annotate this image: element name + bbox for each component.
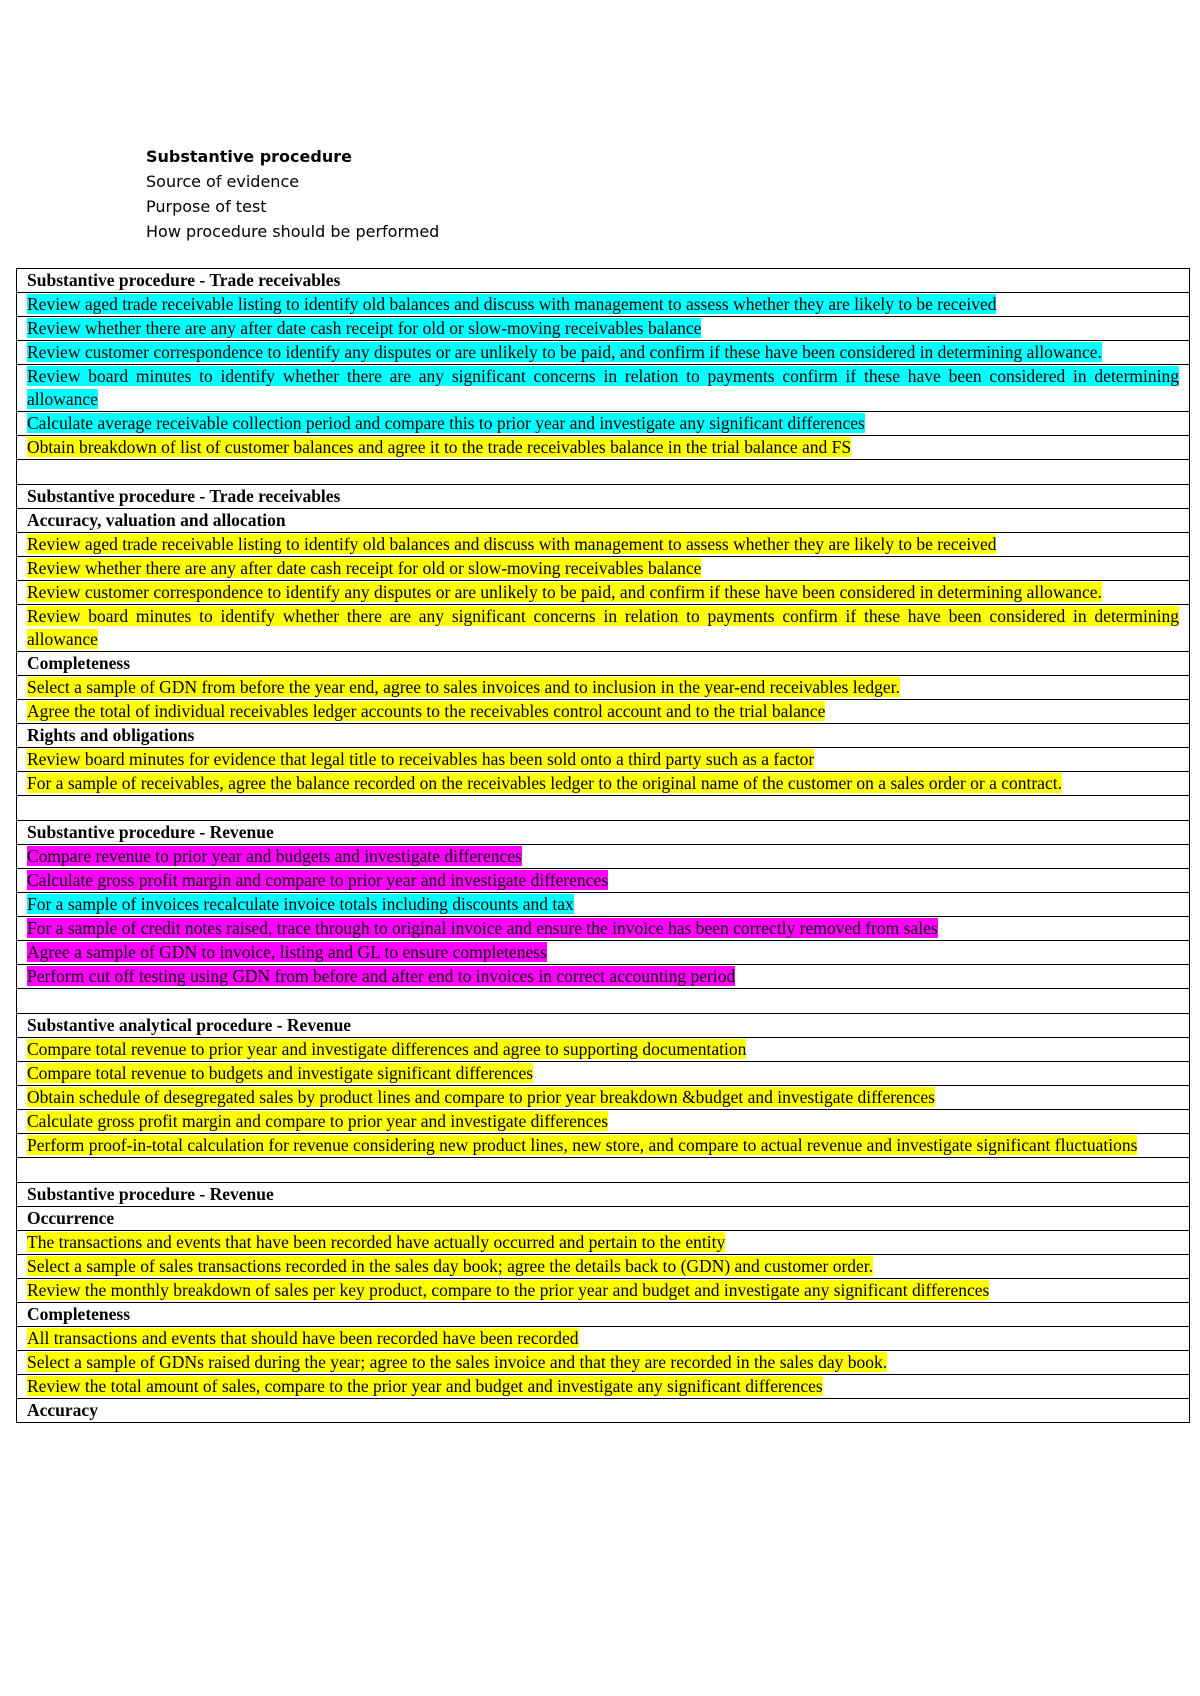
procedure-text-cyan: Review board minutes to identify whether there are any significant concerns in relation to payments confirm if these have been considered in determining allowance xyxy=(27,366,1179,409)
procedure-cell xyxy=(17,821,1190,845)
section-heading: Substantive procedure - Revenue xyxy=(27,1184,274,1204)
procedure-cell xyxy=(17,1399,1190,1423)
procedure-text-yellow: Review whether there are any after date cash receipt for old or slow-moving receivables balance xyxy=(27,558,702,578)
table-row xyxy=(17,1231,1190,1255)
section-heading: Rights and obligations xyxy=(27,725,195,745)
procedure-text-yellow: The transactions and events that have been recorded have actually occurred and pertain to the entity xyxy=(27,1232,726,1252)
table-row xyxy=(17,1327,1190,1351)
procedure-text-yellow: Perform proof-in-total calculation for revenue considering new product lines, new store, and compare to actual revenue and investigate significant fluctuations xyxy=(27,1135,1138,1155)
procedure-cell xyxy=(17,724,1190,748)
procedure-cell xyxy=(17,1375,1190,1399)
section-heading: Substantive procedure - Revenue xyxy=(27,822,274,842)
procedure-cell xyxy=(17,1303,1190,1327)
table-spacer-row xyxy=(17,1158,1190,1183)
procedure-cell xyxy=(17,533,1190,557)
procedure-text-yellow: Calculate gross profit margin and compare to prior year and investigate differences xyxy=(27,1111,609,1131)
table-row xyxy=(17,748,1190,772)
table-heading-row xyxy=(17,1207,1190,1231)
table-spacer-row xyxy=(17,460,1190,485)
procedure-cell xyxy=(17,1207,1190,1231)
table-spacer-row xyxy=(17,796,1190,821)
legend-item-purpose: Purpose of test xyxy=(146,197,267,216)
section-heading: Completeness xyxy=(27,653,131,673)
procedure-text-yellow: Review aged trade receivable listing to identify old balances and discuss with management to assess whether they are likely to be received xyxy=(27,534,997,554)
table-row xyxy=(17,845,1190,869)
procedure-text-cyan: Review whether there are any after date cash receipt for old or slow-moving receivables balance xyxy=(27,318,702,338)
section-heading: Occurrence xyxy=(27,1208,115,1228)
procedure-text-yellow: Compare total revenue to prior year and investigate differences and agree to supporting documentation xyxy=(27,1039,747,1059)
table-row xyxy=(17,341,1190,365)
table-row xyxy=(17,965,1190,989)
spacer-cell xyxy=(17,989,1190,1014)
spacer-cell xyxy=(17,796,1190,821)
procedure-text-cyan: Calculate average receivable collection period and compare this to prior year and investigate any significant differences xyxy=(27,413,865,433)
table-row xyxy=(17,893,1190,917)
section-heading: Substantive procedure - Trade receivables xyxy=(27,486,341,506)
table-row xyxy=(17,365,1190,412)
procedure-cell xyxy=(17,1255,1190,1279)
procedure-cell xyxy=(17,965,1190,989)
procedures-document xyxy=(16,268,1190,1423)
table-row xyxy=(17,917,1190,941)
procedure-cell xyxy=(17,700,1190,724)
procedure-cell xyxy=(17,845,1190,869)
procedure-cell xyxy=(17,509,1190,533)
table-row xyxy=(17,869,1190,893)
procedure-text-magenta: Perform cut off testing using GDN from before and after end to invoices in correct accounting period xyxy=(27,966,736,986)
procedure-cell xyxy=(17,1351,1190,1375)
spacer-cell xyxy=(17,1158,1190,1183)
procedure-cell xyxy=(17,772,1190,796)
table-row xyxy=(17,293,1190,317)
procedure-text-magenta: Agree a sample of GDN to invoice, listing and GL to ensure completeness xyxy=(27,942,547,962)
procedure-cell xyxy=(17,485,1190,509)
table-row xyxy=(17,557,1190,581)
procedure-cell xyxy=(17,1014,1190,1038)
procedure-cell xyxy=(17,1038,1190,1062)
section-heading: Accuracy, valuation and allocation xyxy=(27,510,286,530)
table-row xyxy=(17,605,1190,652)
table-row xyxy=(17,317,1190,341)
procedure-text-yellow: Review board minutes for evidence that legal title to receivables has been sold onto a third party such as a factor xyxy=(27,749,815,769)
legend-item-source: Source of evidence xyxy=(146,172,300,191)
procedure-cell xyxy=(17,1086,1190,1110)
procedure-text-magenta: Calculate gross profit margin and compare to prior year and investigate differences xyxy=(27,870,609,890)
procedure-cell xyxy=(17,893,1190,917)
legend xyxy=(146,144,439,244)
table-row xyxy=(17,1038,1190,1062)
procedure-cell xyxy=(17,1110,1190,1134)
table-row xyxy=(17,581,1190,605)
procedure-cell xyxy=(17,317,1190,341)
procedure-cell xyxy=(17,1231,1190,1255)
procedure-cell xyxy=(17,436,1190,460)
table-row xyxy=(17,412,1190,436)
table-row xyxy=(17,1086,1190,1110)
procedure-text-yellow: Agree the total of individual receivables ledger accounts to the receivables control account and to the trial balance xyxy=(27,701,826,721)
table-heading-row xyxy=(17,1399,1190,1423)
table-row xyxy=(17,1279,1190,1303)
procedure-cell xyxy=(17,748,1190,772)
procedure-cell xyxy=(17,557,1190,581)
procedure-cell xyxy=(17,412,1190,436)
procedure-text-magenta: For a sample of credit notes raised, trace through to original invoice and ensure the invoice has been correctly removed from sales xyxy=(27,918,938,938)
section-heading: Substantive procedure - Trade receivables xyxy=(27,270,341,290)
procedure-cell xyxy=(17,917,1190,941)
table-row xyxy=(17,1255,1190,1279)
table-heading-row xyxy=(17,1303,1190,1327)
table-heading-row xyxy=(17,821,1190,845)
procedure-text-cyan: Review aged trade receivable listing to identify old balances and discuss with management to assess whether they are likely to be received xyxy=(27,294,997,314)
table-heading-row xyxy=(17,1014,1190,1038)
procedure-text-yellow: Obtain breakdown of list of customer balances and agree it to the trade receivables balance in the trial balance and FS xyxy=(27,437,852,457)
table-row xyxy=(17,1110,1190,1134)
procedure-cell xyxy=(17,1134,1190,1158)
procedure-text-yellow: Obtain schedule of desegregated sales by product lines and compare to prior year breakdown &budget and investigate differences xyxy=(27,1087,935,1107)
procedure-cell xyxy=(17,941,1190,965)
procedure-text-yellow: Compare total revenue to budgets and investigate significant differences xyxy=(27,1063,534,1083)
procedure-cell xyxy=(17,1327,1190,1351)
table-row xyxy=(17,1062,1190,1086)
table-heading-row xyxy=(17,724,1190,748)
table-spacer-row xyxy=(17,989,1190,1014)
procedures-table xyxy=(16,268,1190,1423)
procedure-cell xyxy=(17,1062,1190,1086)
table-heading-row xyxy=(17,509,1190,533)
procedure-cell xyxy=(17,293,1190,317)
table-row xyxy=(17,941,1190,965)
section-heading: Substantive analytical procedure - Revenue xyxy=(27,1015,352,1035)
procedure-cell xyxy=(17,605,1190,652)
procedure-cell xyxy=(17,1279,1190,1303)
procedure-cell xyxy=(17,676,1190,700)
table-row xyxy=(17,772,1190,796)
procedure-cell xyxy=(17,1183,1190,1207)
procedure-cell xyxy=(17,581,1190,605)
table-row xyxy=(17,533,1190,557)
table-row xyxy=(17,436,1190,460)
spacer-cell xyxy=(17,460,1190,485)
table-heading-row xyxy=(17,485,1190,509)
legend-title: Substantive procedure xyxy=(146,147,352,166)
procedure-text-yellow: Review the total amount of sales, compare to the prior year and budget and investigate any significant differences xyxy=(27,1376,823,1396)
table-heading-row xyxy=(17,269,1190,293)
procedure-text-yellow: Review board minutes to identify whether there are any significant concerns in relation to payments confirm if these have been considered in determining allowance xyxy=(27,606,1179,649)
procedure-text-yellow: Review the monthly breakdown of sales per key product, compare to the prior year and budget and investigate any significant differences xyxy=(27,1280,990,1300)
procedure-cell xyxy=(17,652,1190,676)
procedure-text-yellow: Select a sample of GDN from before the year end, agree to sales invoices and to inclusion in the year-end receivables ledger. xyxy=(27,677,900,697)
procedure-text-cyan: For a sample of invoices recalculate invoice totals including discounts and tax xyxy=(27,894,574,914)
procedure-text-yellow: All transactions and events that should have been recorded have been recorded xyxy=(27,1328,579,1348)
table-heading-row xyxy=(17,1183,1190,1207)
procedure-cell xyxy=(17,365,1190,412)
procedure-cell xyxy=(17,341,1190,365)
procedure-text-yellow: Select a sample of GDNs raised during the year; agree to the sales invoice and that they are recorded in the sales day book. xyxy=(27,1352,888,1372)
table-row xyxy=(17,676,1190,700)
procedure-text-cyan: Review customer correspondence to identify any disputes or are unlikely to be paid, and confirm if these have been considered in determining allowance. xyxy=(27,342,1102,362)
procedure-text-yellow: For a sample of receivables, agree the balance recorded on the receivables ledger to the original name of the customer on a sales order or a contract. xyxy=(27,773,1062,793)
legend-item-how: How procedure should be performed xyxy=(146,222,440,241)
section-heading: Accuracy xyxy=(27,1400,98,1420)
table-row xyxy=(17,700,1190,724)
table-row xyxy=(17,1134,1190,1158)
section-heading: Completeness xyxy=(27,1304,131,1324)
table-row xyxy=(17,1375,1190,1399)
procedure-cell xyxy=(17,869,1190,893)
procedure-text-yellow: Review customer correspondence to identify any disputes or are unlikely to be paid, and confirm if these have been considered in determining allowance. xyxy=(27,582,1102,602)
table-heading-row xyxy=(17,652,1190,676)
procedure-text-yellow: Select a sample of sales transactions recorded in the sales day book; agree the details back to (GDN) and customer order. xyxy=(27,1256,874,1276)
table-row xyxy=(17,1351,1190,1375)
procedure-cell xyxy=(17,269,1190,293)
procedure-text-magenta: Compare revenue to prior year and budgets and investigate differences xyxy=(27,846,522,866)
